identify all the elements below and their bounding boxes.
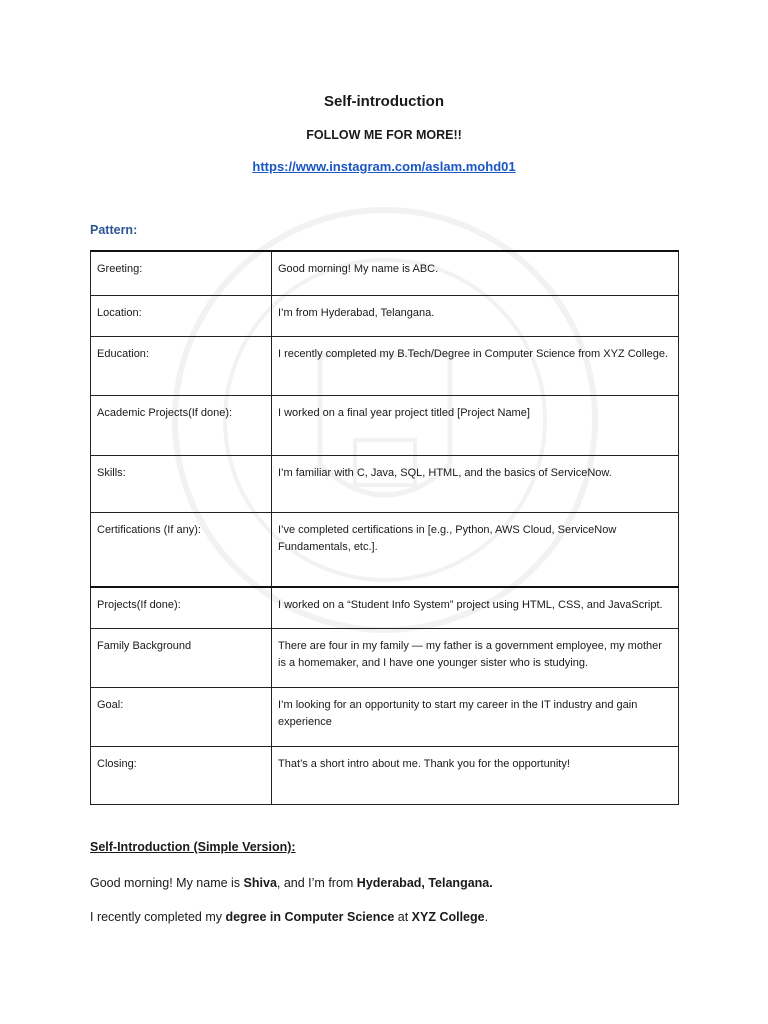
bold-place: Hyderabad, Telangana. <box>356 876 493 890</box>
bold-college: XYZ College <box>411 910 485 924</box>
table-row <box>91 295 679 336</box>
row-value: I’m looking for an opportunity to start my career in the IT industry and gain experience <box>272 687 679 746</box>
row-label: Family Background <box>91 628 272 687</box>
table-row <box>91 395 679 455</box>
row-value: I worked on a “Student Info System” project using HTML, CSS, and JavaScript. <box>272 587 679 628</box>
text-run: , and I’m from <box>276 876 357 890</box>
row-value: Good morning! My name is ABC. <box>272 251 679 295</box>
table-row <box>91 512 679 587</box>
table-row <box>91 251 679 295</box>
row-label: Greeting: <box>91 251 272 295</box>
row-label: Academic Projects(If done): <box>91 395 272 455</box>
instagram-link-line <box>0 159 768 174</box>
row-value: I’m from Hyderabad, Telangana. <box>272 295 679 336</box>
table-row <box>91 587 679 628</box>
row-label: Certifications (If any): <box>91 512 272 587</box>
follow-text: FOLLOW ME FOR MORE!! <box>306 128 462 142</box>
document-title: Self-introduction <box>324 93 444 110</box>
row-value: I recently completed my B.Tech/Degree in Computer Science from XYZ College. <box>272 336 679 395</box>
table-row <box>91 628 679 687</box>
table-row <box>91 455 679 512</box>
bold-name: Shiva <box>243 876 277 890</box>
row-label: Projects(If done): <box>91 587 272 628</box>
row-value: There are four in my family — my father is a government employee, my mother is a homemaker, and I have one younger sister who is studying. <box>272 628 679 687</box>
row-value: I’m familiar with C, Java, SQL, HTML, and the basics of ServiceNow. <box>272 455 679 512</box>
bold-degree: degree in Computer Science <box>225 910 395 924</box>
instagram-link[interactable]: https://www.instagram.com/aslam.mohd01 <box>252 159 516 174</box>
pattern-label: Pattern: <box>90 223 138 237</box>
table-row <box>91 746 679 804</box>
simple-paragraph-1 <box>90 876 690 890</box>
table-row <box>91 687 679 746</box>
row-value: I worked on a final year project titled [Project Name] <box>272 395 679 455</box>
row-value: That’s a short intro about me. Thank you for the opportunity! <box>272 746 679 804</box>
simple-version-heading: Self-Introduction (Simple Version): <box>90 840 296 854</box>
row-value: I’ve completed certifications in [e.g., Python, AWS Cloud, ServiceNow Fundamentals, etc.]. <box>272 512 679 587</box>
row-label: Closing: <box>91 746 272 804</box>
text-run: . <box>484 910 489 924</box>
table-row <box>91 336 679 395</box>
row-label: Skills: <box>91 455 272 512</box>
text-run: I recently completed my <box>90 910 226 924</box>
row-label: Education: <box>91 336 272 395</box>
text-run: at <box>394 910 412 924</box>
simple-paragraph-2 <box>90 910 690 924</box>
text-run: Good morning! My name is <box>90 876 244 890</box>
row-label: Location: <box>91 295 272 336</box>
row-label: Goal: <box>91 687 272 746</box>
pattern-table <box>90 250 679 805</box>
